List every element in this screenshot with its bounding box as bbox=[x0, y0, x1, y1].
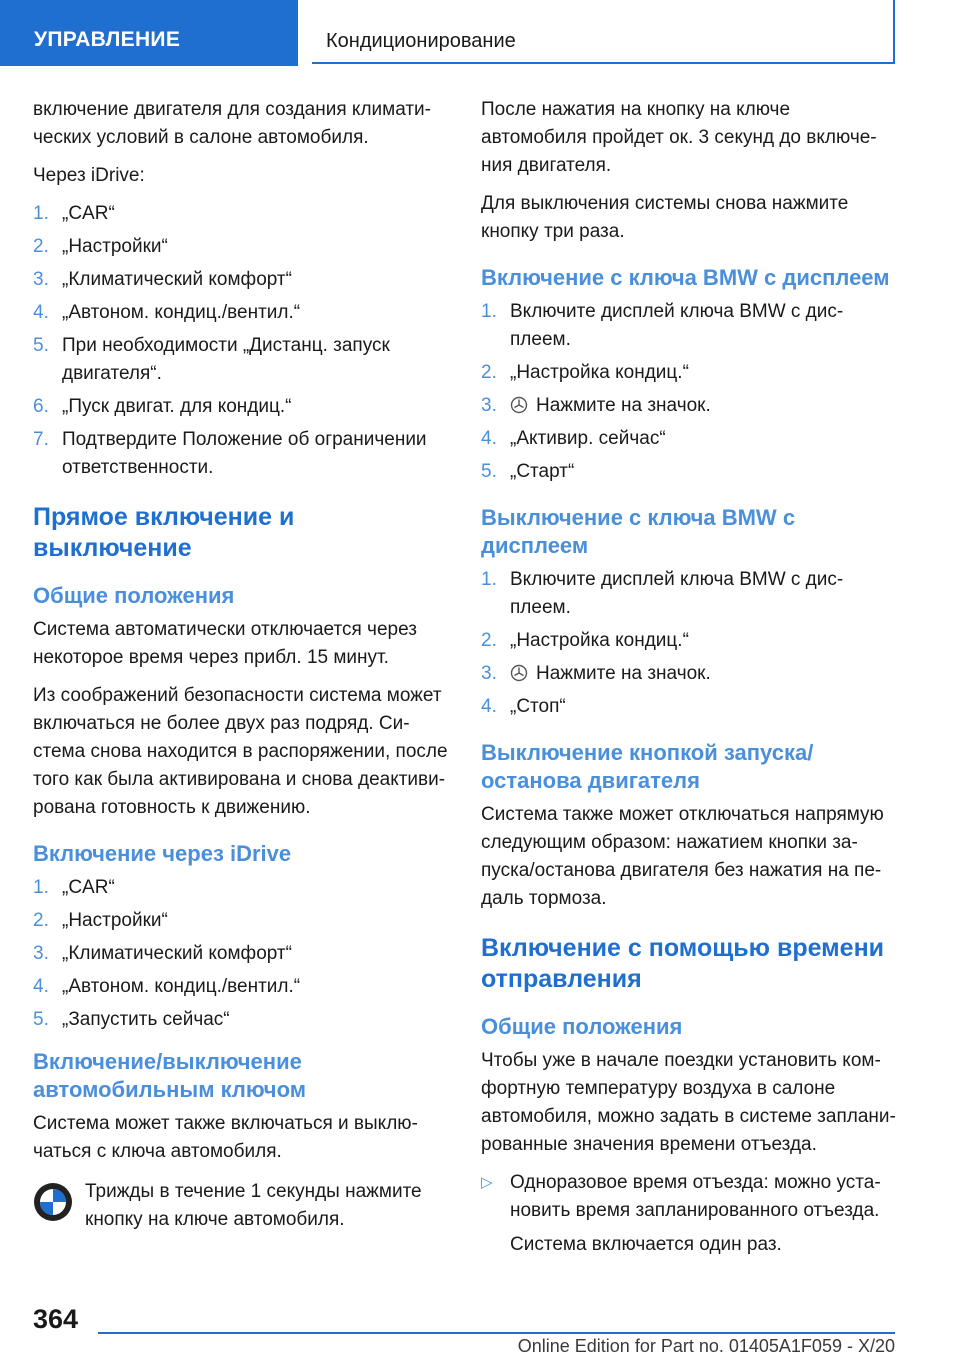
chapter-title: Кондиционирование bbox=[312, 0, 895, 64]
step-text: „Активир. сейчас“ bbox=[510, 428, 666, 449]
list-item bbox=[33, 973, 453, 1001]
list-item bbox=[33, 200, 453, 228]
step-text: „Стоп“ bbox=[510, 696, 566, 717]
heading-button: Выключение кнопкой запуска/останова двигателя bbox=[481, 740, 814, 793]
heading-idrive: Включение через iDrive bbox=[33, 841, 292, 866]
list-item bbox=[33, 874, 453, 902]
timer-paragraph: Чтобы уже в начале поездки установить ком-фортную температуру воздуха в салоне автомобиля, можно задать в системе заплани-рованные значения времени отъезда. bbox=[481, 1050, 896, 1155]
step-number: 3. bbox=[481, 663, 497, 684]
note-text: Трижды в течение 1 секунды нажмите кнопку на ключе автомобиля. bbox=[85, 1181, 422, 1230]
step-text: „Старт“ bbox=[510, 461, 575, 482]
list-item bbox=[481, 298, 901, 354]
step-text: „Автоном. кондиц./вентил.“ bbox=[62, 302, 301, 323]
left-column bbox=[33, 96, 453, 1234]
step-number: 2. bbox=[481, 630, 497, 651]
heading-on-key: Включение с ключа BMW с дисплеем bbox=[481, 265, 890, 290]
step-text: „Климатический комфорт“ bbox=[62, 943, 292, 964]
list-item bbox=[33, 426, 453, 482]
step-number: 5. bbox=[33, 1009, 49, 1030]
step-number: 1. bbox=[33, 877, 49, 898]
list-item bbox=[481, 566, 901, 622]
step-number: 3. bbox=[481, 395, 497, 416]
list-item bbox=[481, 627, 901, 655]
step-number: 1. bbox=[33, 203, 49, 224]
list-item bbox=[33, 393, 453, 421]
heading-general: Общие положения bbox=[33, 583, 235, 608]
button-paragraph: Система также может отключаться напрямую следующим образом: нажатием кнопки за-пуска/останова двигателя без нажатия на пе-даль тормоза. bbox=[481, 804, 884, 909]
page-header bbox=[0, 0, 960, 66]
step-text: „Запустить сейчас“ bbox=[62, 1009, 230, 1030]
step-number: 2. bbox=[33, 910, 49, 931]
list-item bbox=[481, 425, 901, 453]
step-text: Подтвердите Положение об ограничении ответственности. bbox=[62, 429, 427, 478]
step-text: „Автоном. кондиц./вентил.“ bbox=[62, 976, 301, 997]
bmw-logo-icon bbox=[33, 1182, 73, 1222]
idrive-on-steps-list bbox=[33, 874, 453, 1034]
heading-direct: Прямое включение и выключение bbox=[33, 503, 295, 562]
step-number: 7. bbox=[33, 429, 49, 450]
bullet-subtext: Система включается один раз. bbox=[510, 1234, 782, 1255]
list-item bbox=[481, 359, 901, 387]
heading-off-key: Выключение с ключа BMW с дисплеем bbox=[481, 505, 796, 558]
step-text: „CAR“ bbox=[62, 877, 115, 898]
step-text: „Климатический комфорт“ bbox=[62, 269, 292, 290]
step-text: „Настройка кондиц.“ bbox=[510, 630, 689, 651]
step-number: 4. bbox=[33, 976, 49, 997]
general-paragraph-1: Система автоматически отключается через некоторое время через прибл. 15 минут. bbox=[33, 619, 417, 668]
edition-text: Online Edition for Part no. 01405A1F059 - X/20 bbox=[517, 1336, 895, 1356]
heading-timer: Включение с помощью времени отправления bbox=[481, 934, 885, 993]
step-number: 6. bbox=[33, 396, 49, 417]
intro-paragraph: включение двигателя для создания климати-ческих условий в салоне автомобиля. bbox=[33, 99, 431, 148]
triangle-right-icon: ▷ bbox=[481, 1174, 493, 1191]
timer-bullet-list bbox=[481, 1169, 901, 1259]
section-tab: УПРАВЛЕНИЕ bbox=[0, 0, 298, 66]
step-text: „Настройки“ bbox=[62, 236, 168, 257]
step-number: 1. bbox=[481, 301, 497, 322]
list-item bbox=[481, 392, 901, 420]
step-number: 5. bbox=[33, 335, 49, 356]
step-number: 1. bbox=[481, 569, 497, 590]
page-number: 364 bbox=[33, 1304, 79, 1334]
step-text: Включите дисплей ключа BMW с дис-плеем. bbox=[510, 569, 844, 618]
climate-fan-icon bbox=[510, 664, 528, 682]
general-paragraph-2: Из соображений безопасности система может включаться не более двух раз подряд. Си-стема снова находится в распоряжении, после того как была активирована и снова деактиви-рована готовность к движению. bbox=[33, 685, 448, 818]
step-text: Нажмите на значок. bbox=[536, 395, 711, 416]
list-item bbox=[481, 458, 901, 486]
step-text: „CAR“ bbox=[62, 203, 115, 224]
list-item bbox=[33, 233, 453, 261]
step-text: При необходимости „Дистанц. запуск двигателя“. bbox=[62, 335, 390, 384]
right-paragraph-1: После нажатия на кнопку на ключе автомобиля пройдет ок. 3 секунд до включе-ния двигателя. bbox=[481, 99, 877, 176]
idrive-steps-list bbox=[33, 200, 453, 482]
step-text: Включите дисплей ключа BMW с дис-плеем. bbox=[510, 301, 844, 350]
list-item bbox=[33, 1006, 453, 1034]
step-number: 4. bbox=[481, 428, 497, 449]
note-block bbox=[33, 1178, 453, 1234]
step-number: 2. bbox=[33, 236, 49, 257]
list-item bbox=[33, 299, 453, 327]
list-item bbox=[481, 1169, 901, 1225]
list-item bbox=[33, 266, 453, 294]
step-text: „Настройка кондиц.“ bbox=[510, 362, 689, 383]
step-text: „Настройки“ bbox=[62, 910, 168, 931]
page-footer bbox=[0, 1290, 960, 1362]
step-number: 2. bbox=[481, 362, 497, 383]
step-text: „Пуск двигат. для кондиц.“ bbox=[62, 396, 292, 417]
bullet-text: Одноразовое время отъезда: можно уста-новить время запланированного отъезда. bbox=[510, 1172, 881, 1221]
climate-fan-icon bbox=[510, 396, 528, 414]
step-number: 3. bbox=[33, 269, 49, 290]
list-item bbox=[33, 907, 453, 935]
heading-key: Включение/выключение автомобильным ключом bbox=[33, 1049, 307, 1102]
key-paragraph: Система может также включаться и выклю-чаться с ключа автомобиля. bbox=[33, 1113, 418, 1162]
list-item bbox=[33, 332, 453, 388]
right-paragraph-2: Для выключения системы снова нажмите кнопку три раза. bbox=[481, 193, 849, 242]
via-idrive-label: Через iDrive: bbox=[33, 165, 145, 186]
step-number: 5. bbox=[481, 461, 497, 482]
step-number: 3. bbox=[33, 943, 49, 964]
step-number: 4. bbox=[33, 302, 49, 323]
step-text: Нажмите на значок. bbox=[536, 663, 711, 684]
right-column bbox=[481, 96, 901, 1265]
list-item bbox=[481, 660, 901, 688]
step-number: 4. bbox=[481, 696, 497, 717]
list-item bbox=[481, 1231, 901, 1259]
footer-rule bbox=[98, 1332, 895, 1334]
heading-general-2: Общие положения bbox=[481, 1014, 683, 1039]
on-key-steps-list bbox=[481, 298, 901, 486]
list-item bbox=[481, 693, 901, 721]
off-key-steps-list bbox=[481, 566, 901, 721]
list-item bbox=[33, 940, 453, 968]
